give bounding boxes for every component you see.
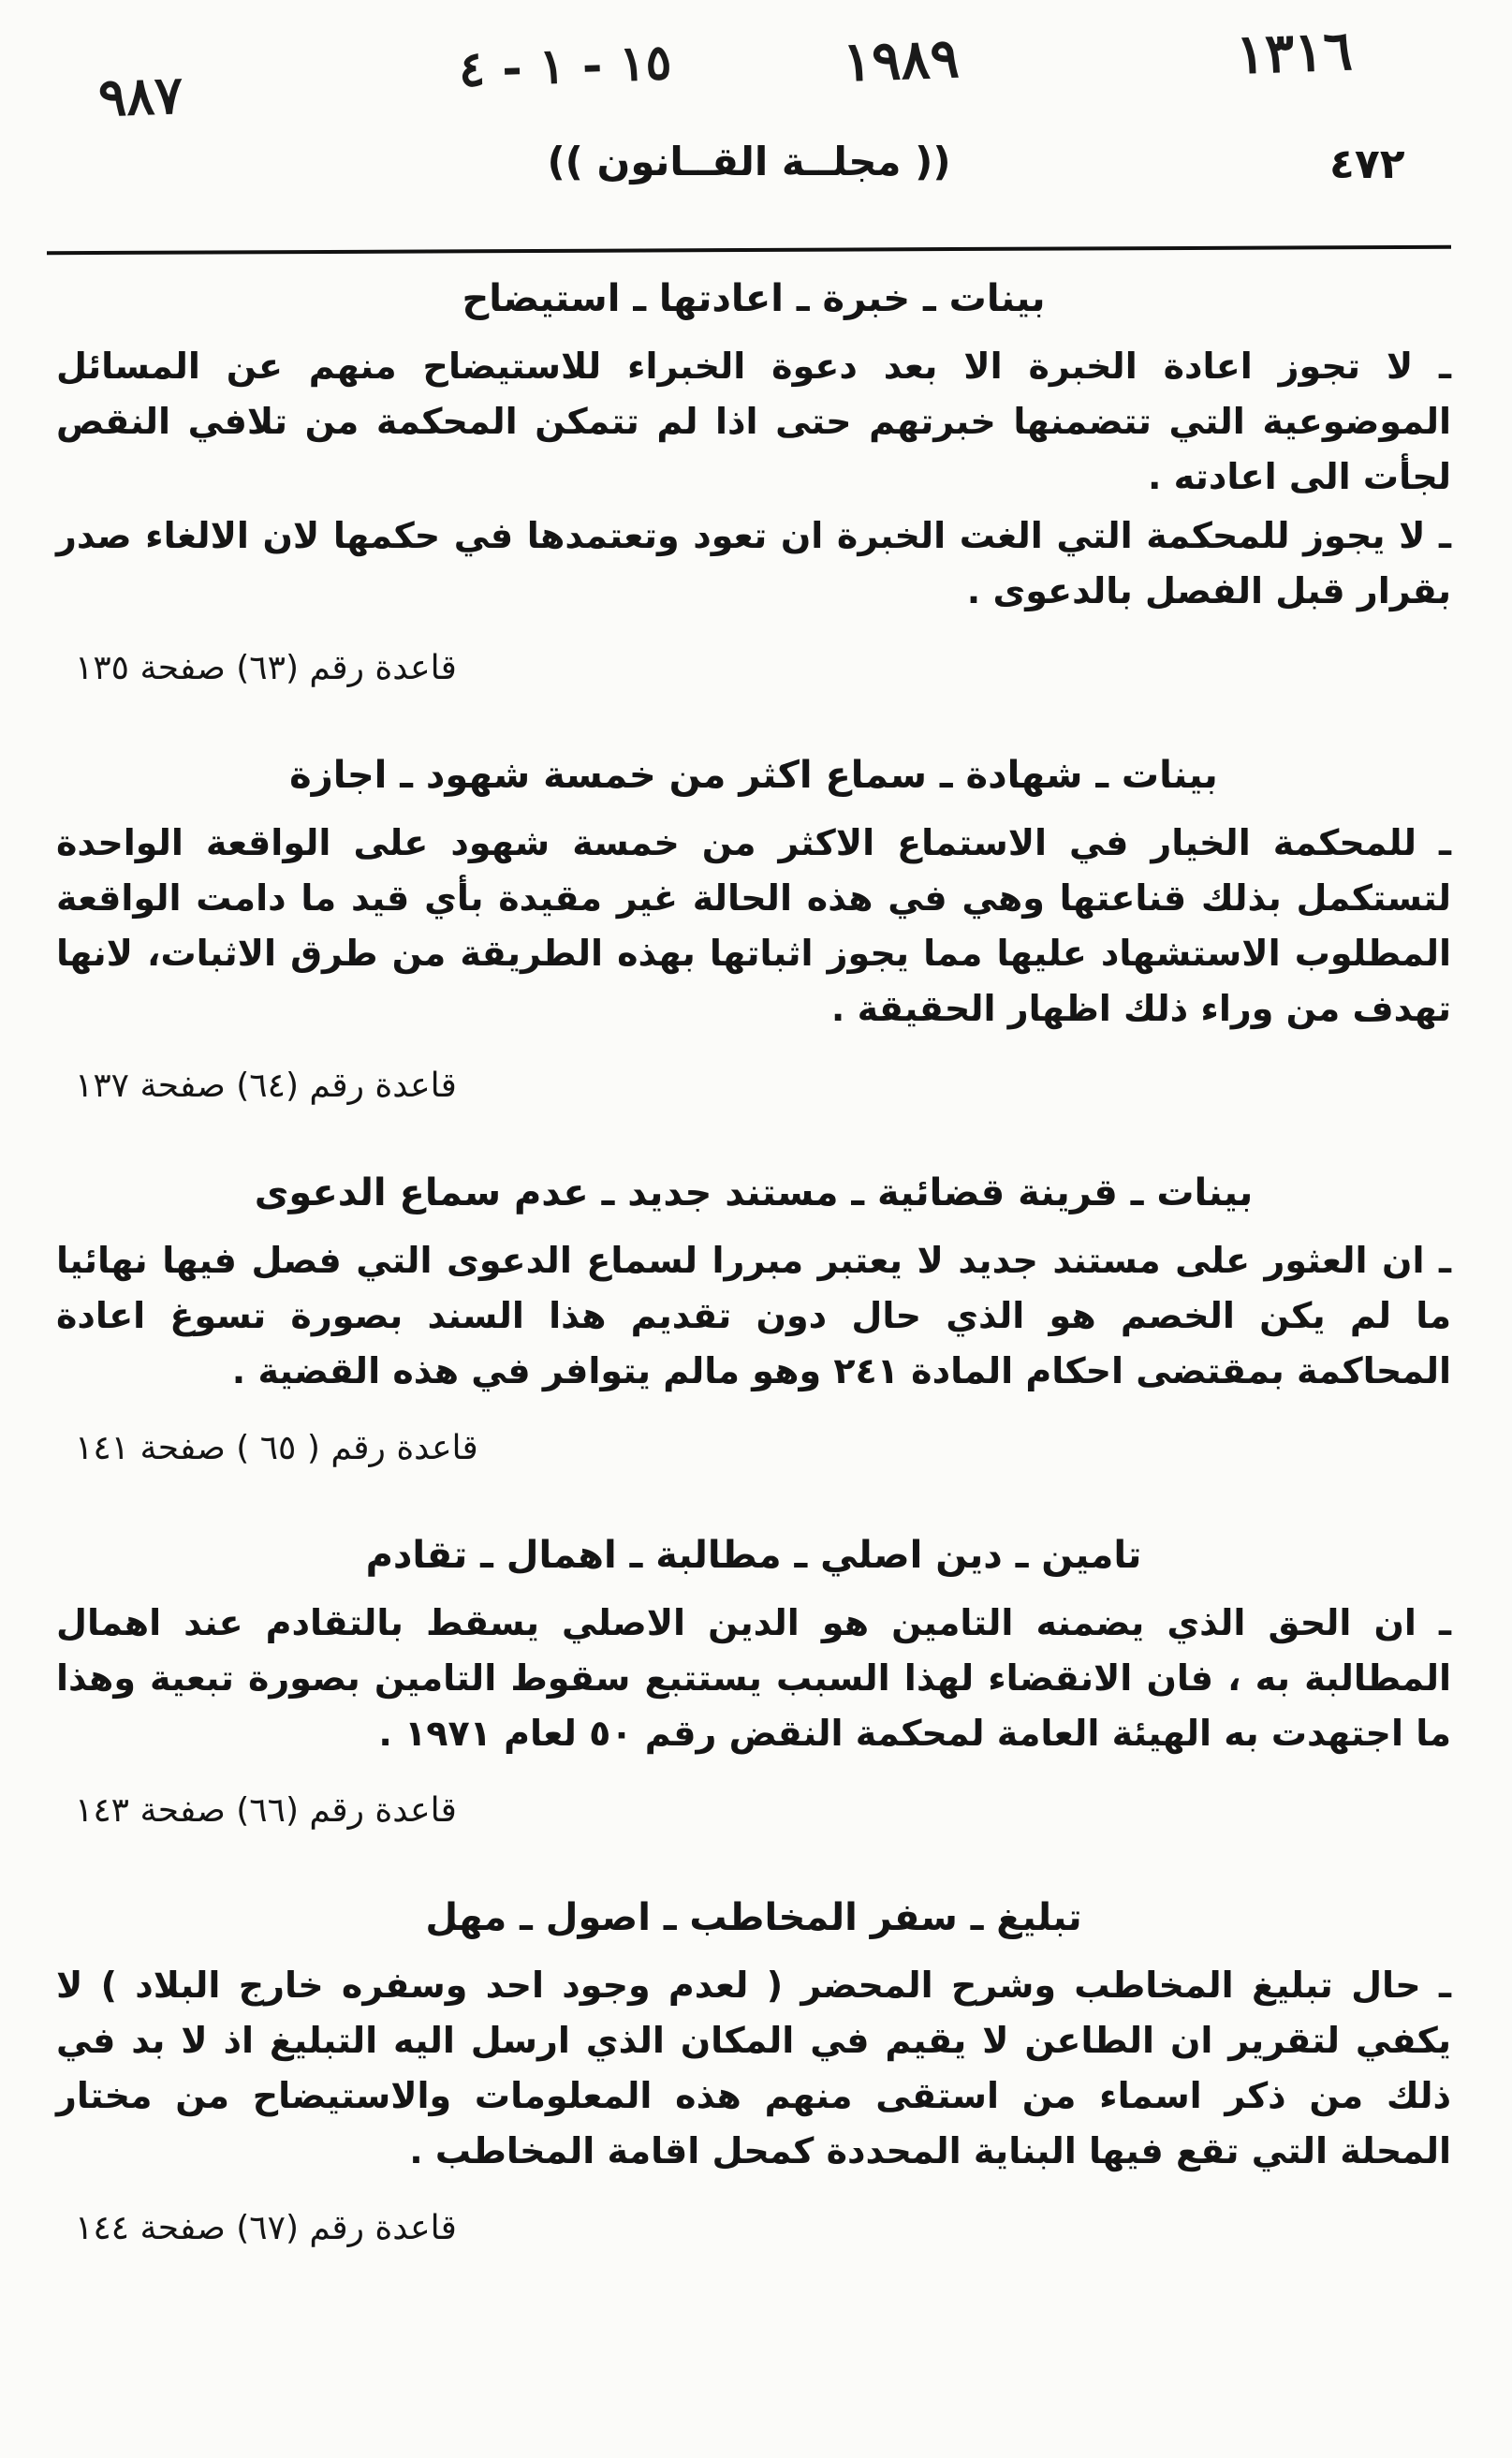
handwritten-date: ١٥ - ١ - ٤ (458, 34, 673, 98)
header-divider (47, 245, 1451, 256)
ruling-citation (56, 1423, 1451, 1474)
ruling-citation (56, 1061, 1451, 1111)
ruling-citation (56, 2203, 1451, 2254)
ruling-paragraph: ـ ان الحق الذي يضمنه التامين هو الدين الاصلي يسقط بالتقادم عند اهمال المطالبة به ، فان الانقضاء لهذا السبب يستتبع سقوط التامين بصورة تبعية وهذا ما اجتهدت به الهيئة العامة لمحكمة النقض رقم ٥٠ لعام ١٩٧١ . (56, 1602, 1451, 1754)
ruling-heading: بينات ـ قرينة قضائية ـ مستند جديد ـ عدم سماع الدعوى (254, 1171, 1254, 1214)
handwritten-top-left-number: ٩٨٧ (96, 64, 184, 129)
ruling-paragraph: ـ لا يجوز للمحكمة التي الغت الخبرة ان تعود وتعتمدها في حكمها لان الالغاء صدر بقرار قبل الفصل بالدعوى . (56, 515, 1451, 611)
ruling-heading: بينات ـ خبرة ـ اعادتها ـ استيضاح (462, 277, 1046, 320)
ruling-citation (56, 643, 1451, 694)
ruling-paragraph: ـ حال تبليغ المخاطب وشرح المحضر ( لعدم وجود احد وسفره خارج البلاد ) لا يكفي لتقرير ان الطاعن لا يقيم في المكان الذي ارسل اليه التبليغ اذ لا بد في ذلك من ذكر اسماء من استقى منهم هذه المعلومات والاستيضاح من مختار المحلة التي تقع فيها البناية المحددة كمحل اقامة المخاطب . (56, 1965, 1451, 2171)
ruling-heading: تامين ـ دين اصلي ـ مطالبة ـ اهمال ـ تقادم (365, 1534, 1142, 1577)
handwritten-top-right-number: ١٣١٦ (1234, 18, 1354, 87)
ruling-64 (56, 748, 1451, 1111)
ruling-63 (56, 272, 1451, 694)
citation-text: قاعدة رقم (٦٦) صفحة ١٤٣ (75, 1791, 457, 1830)
citation-text: قاعدة رقم ( ٦٥ ) صفحة ١٤١ (75, 1429, 478, 1467)
ruling-heading: تبليغ ـ سفر المخاطب ـ اصول ـ مهل (425, 1896, 1082, 1939)
rulings-list (56, 272, 1451, 2308)
citation-text: قاعدة رقم (٦٣) صفحة ١٣٥ (75, 649, 457, 687)
ruling-paragraph: ـ لا تجوز اعادة الخبرة الا بعد دعوة الخبراء للاستيضاح منهم عن المسائل الموضوعية التي تتضمنها خبرتهم حتى اذا لم تتمكن المحكمة من تلافي النقص لجأت الى اعادته . (56, 346, 1451, 497)
page-number: ٤٧٢ (1329, 140, 1405, 188)
ruling-65 (56, 1166, 1451, 1474)
ruling-paragraph: ـ ان العثور على مستند جديد لا يعتبر مبررا لسماع الدعوى التي فصل فيها نهائيا ما لم يكن الخصم هو الذي حال دون تقديم هذا السند بصورة تسوغ اعادة المحاكمة بمقتضى احكام المادة ٢٤١ وهو مالم يتوافر في هذه القضية . (56, 1240, 1451, 1391)
handwritten-year: ١٩٨٩ (841, 25, 961, 95)
journal-title: (( مجلــة القــانون )) (547, 139, 951, 184)
ruling-citation (56, 1786, 1451, 1836)
ruling-66 (56, 1528, 1451, 1836)
ruling-paragraph: ـ للمحكمة الخيار في الاستماع الاكثر من خمسة شهود على الواقعة الواحدة لتستكمل بذلك قناعتها وهي في هذه الحالة غير مقيدة بأي قيد ما دامت الواقعة المطلوب الاستشهاد عليها مما يجوز اثباتها بهذه الطريقة من طرق الاثبات، لانها تهدف من وراء ذلك اظهار الحقيقة . (56, 822, 1451, 1029)
ruling-heading: بينات ـ شهادة ـ سماع اكثر من خمسة شهود ـ اجازة (289, 754, 1218, 797)
citation-text: قاعدة رقم (٦٧) صفحة ١٤٤ (75, 2209, 457, 2247)
citation-text: قاعدة رقم (٦٤) صفحة ١٣٧ (75, 1067, 457, 1105)
ruling-67 (56, 1891, 1451, 2254)
